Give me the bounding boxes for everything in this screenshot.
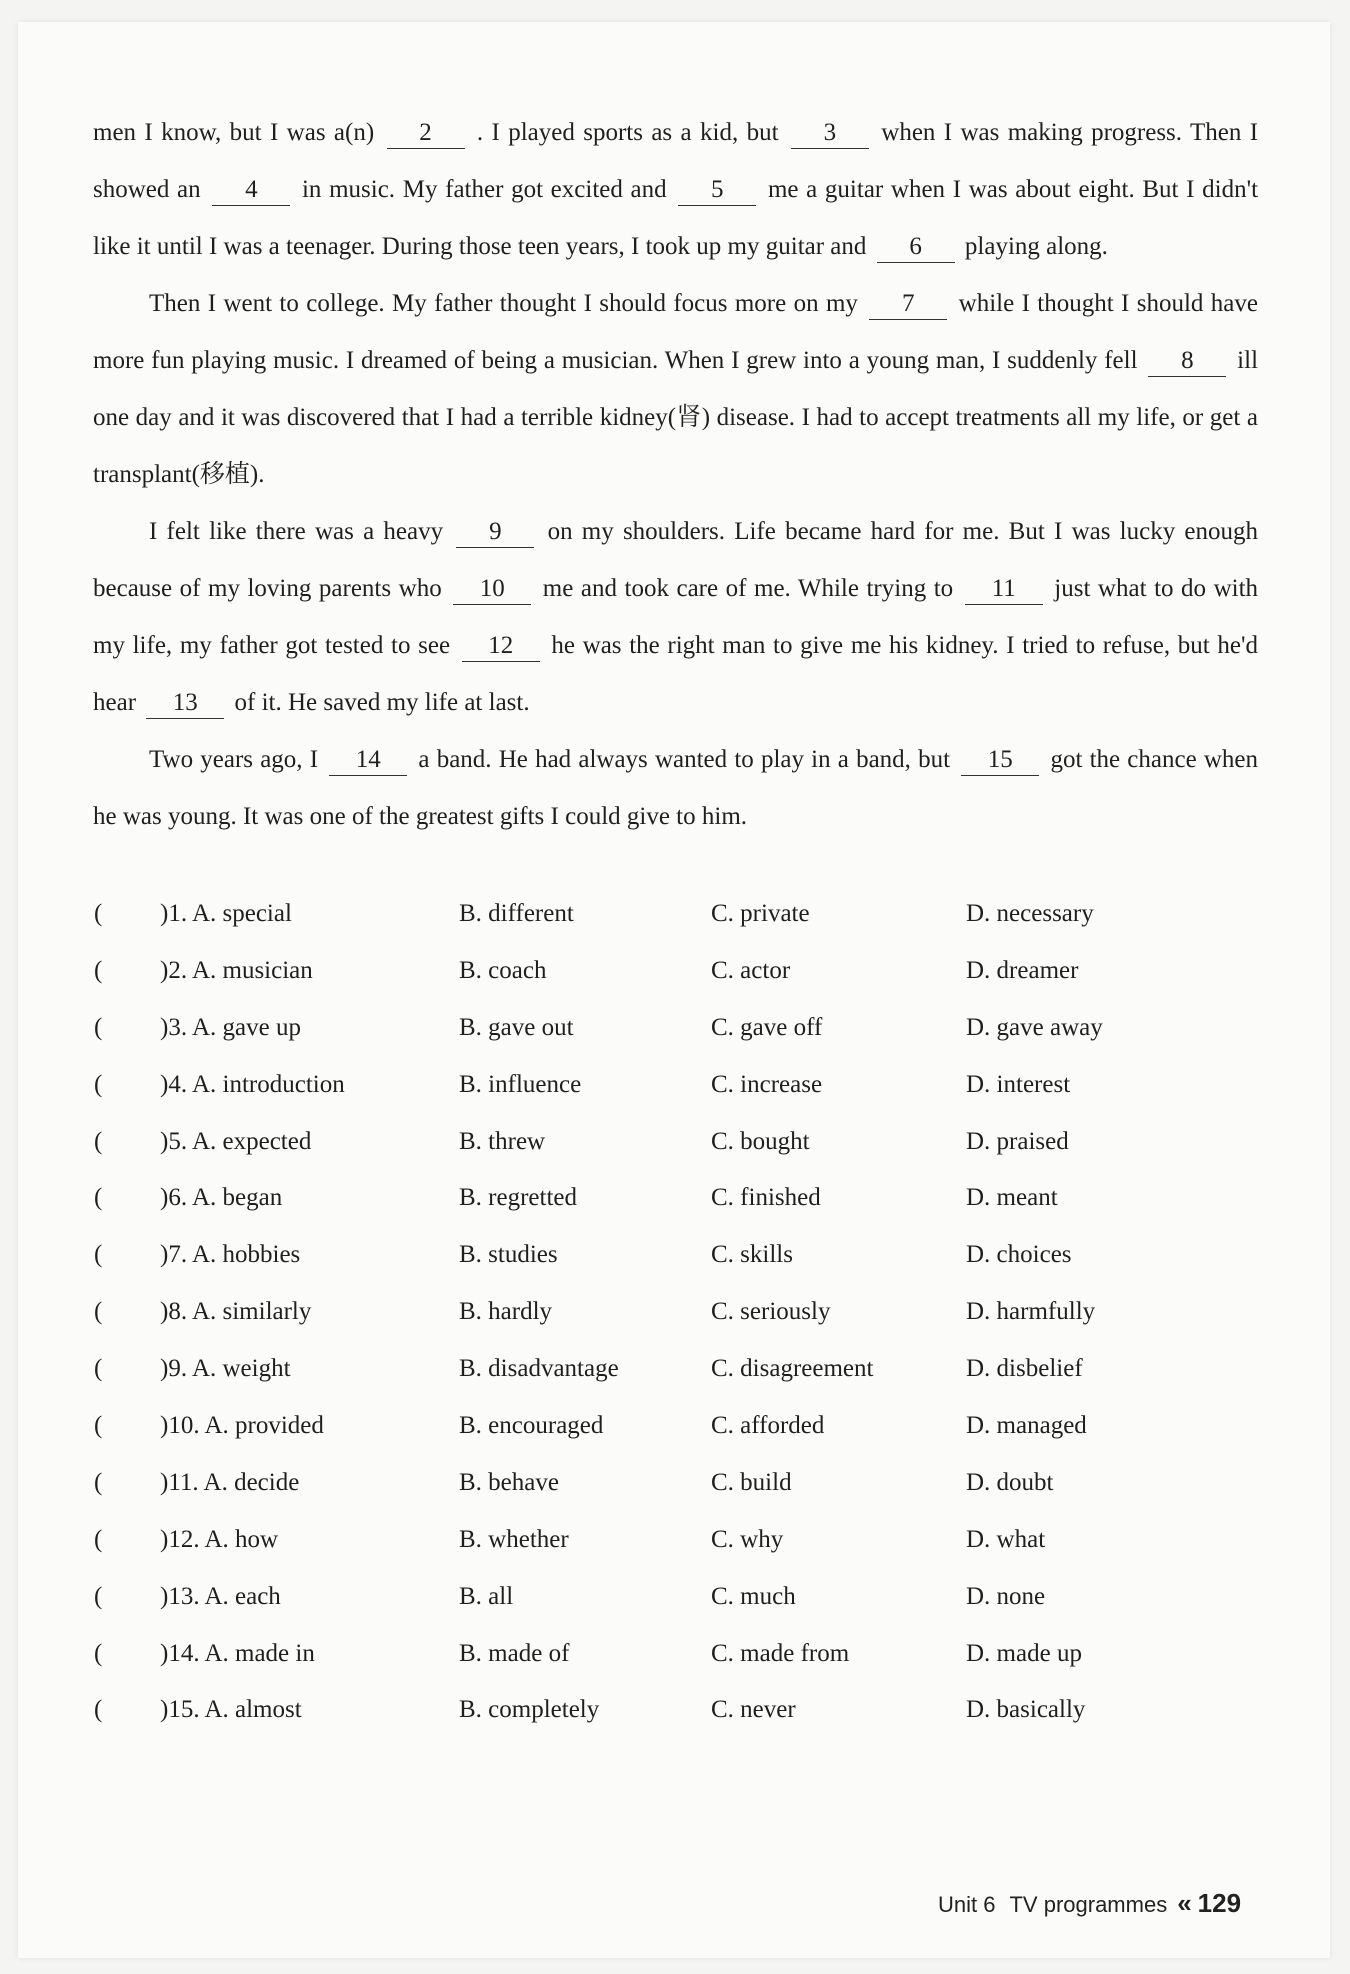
text: men I know, but I was a(n) <box>93 119 375 146</box>
option-c: C. never <box>711 1696 796 1724</box>
option-c: C. afforded <box>711 1412 825 1440</box>
blank-14: 14 <box>329 745 407 776</box>
option-c: C. much <box>711 1582 796 1610</box>
option-a: )11. A. decide <box>160 1468 300 1496</box>
answer-bracket: ( <box>94 1696 103 1724</box>
option-b: B. disadvantage <box>459 1355 619 1383</box>
option-a: )12. A. how <box>160 1525 279 1553</box>
question-row <box>94 1184 1259 1241</box>
option-a: )15. A. almost <box>160 1696 302 1724</box>
option-b: B. hardly <box>459 1298 553 1326</box>
option-d: D. what <box>966 1525 1046 1553</box>
answer-bracket: ( <box>94 1468 103 1496</box>
option-b: B. completely <box>459 1696 600 1724</box>
paragraph-3 <box>93 503 1258 731</box>
blank-13: 13 <box>146 688 224 719</box>
blank-4: 4 <box>212 175 290 206</box>
answer-bracket: ( <box>94 1070 103 1098</box>
question-row <box>94 1696 1259 1753</box>
option-c: C. bought <box>711 1127 810 1155</box>
option-b: B. threw <box>459 1127 546 1155</box>
text: in music. My father got excited and <box>301 176 667 203</box>
unit-title: TV programmes <box>1009 1892 1168 1917</box>
question-row <box>94 1298 1259 1355</box>
option-b: B. studies <box>459 1241 558 1269</box>
option-b: B. encouraged <box>459 1412 604 1440</box>
question-row <box>94 1412 1259 1469</box>
option-c: C. actor <box>711 956 791 984</box>
option-b: B. behave <box>459 1468 559 1496</box>
option-b: B. influence <box>459 1070 582 1098</box>
option-a: )1. A. special <box>160 900 292 927</box>
option-c: C. seriously <box>711 1298 831 1326</box>
option-a: )8. A. similarly <box>160 1298 312 1326</box>
text: just what to do with my life, my father got tested to see <box>93 575 1259 659</box>
blank-8: 8 <box>1148 346 1226 377</box>
text: on my shoulders. Life became hard for me. But I was lucky enough because of my loving parents who <box>93 518 1259 602</box>
option-b: B. gave out <box>459 1013 574 1041</box>
question-row <box>94 1583 1259 1640</box>
option-a: )2. A. musician <box>160 956 313 984</box>
option-a: )14. A. made in <box>160 1639 315 1667</box>
unit-label: Unit 6 <box>938 1892 996 1917</box>
text: while I thought I should have more fun playing music. I dreamed of being a musician. When I grew into a young man, I suddenly fell <box>93 290 1258 374</box>
option-d: D. choices <box>966 1241 1072 1269</box>
paragraph-2 <box>93 275 1258 503</box>
answer-bracket: ( <box>94 1412 103 1440</box>
blank-7: 7 <box>869 289 947 320</box>
option-b: B. regretted <box>459 1184 578 1212</box>
answer-bracket: ( <box>94 1298 103 1326</box>
question-row <box>94 1128 1259 1185</box>
option-b: B. all <box>459 1582 514 1610</box>
blank-11: 11 <box>965 574 1043 605</box>
option-d: D. gave away <box>966 1013 1103 1041</box>
double-chevron-left-icon: « <box>1177 1888 1192 1918</box>
text: Two years ago, I <box>149 746 319 773</box>
option-d: D. harmfully <box>966 1298 1096 1326</box>
option-d: D. praised <box>966 1127 1069 1155</box>
answer-bracket: ( <box>94 1127 103 1155</box>
blank-6: 6 <box>877 232 955 263</box>
question-row <box>94 1640 1259 1697</box>
option-a: )6. A. began <box>160 1184 283 1212</box>
text: he was the right man to give me his kidney. I tried to refuse, but he'd hear <box>93 632 1259 716</box>
workbook-page <box>18 22 1330 1958</box>
option-a: )10. A. provided <box>160 1412 324 1440</box>
answer-options <box>94 900 1259 1753</box>
option-c: C. increase <box>711 1070 823 1098</box>
question-row <box>94 1355 1259 1412</box>
question-row <box>94 1469 1259 1526</box>
question-row <box>94 1241 1259 1298</box>
option-d: D. managed <box>966 1412 1087 1440</box>
option-c: C. gave off <box>711 1013 823 1041</box>
option-a: )9. A. weight <box>160 1355 291 1383</box>
text: a band. He had always wanted to play in a band, but <box>418 746 951 773</box>
option-c: C. disagreement <box>711 1355 874 1383</box>
text: I felt like there was a heavy <box>149 518 444 545</box>
answer-bracket: ( <box>94 1639 103 1667</box>
option-b: B. whether <box>459 1525 569 1553</box>
text: ill one day and it was discovered that I had a terrible kidney(肾) disease. I had to accept treatments all my life, or get a transplant(移植). <box>93 347 1259 488</box>
blank-5: 5 <box>678 175 756 206</box>
answer-bracket: ( <box>94 1525 103 1553</box>
option-a: )4. A. introduction <box>160 1070 345 1098</box>
answer-bracket: ( <box>94 1582 103 1610</box>
option-a: )3. A. gave up <box>160 1013 301 1041</box>
option-a: )5. A. expected <box>160 1127 312 1155</box>
text: got the chance when he was young. It was one of the greatest gifts I could give to him. <box>93 746 1259 830</box>
option-c: C. skills <box>711 1241 793 1269</box>
option-c: C. made from <box>711 1639 850 1667</box>
option-a: )7. A. hobbies <box>160 1241 301 1269</box>
option-d: D. made up <box>966 1639 1082 1667</box>
option-b: B. coach <box>459 956 547 984</box>
text: . I played sports as a kid, but <box>476 119 779 146</box>
text: playing along. <box>964 233 1108 260</box>
question-row <box>94 1014 1259 1071</box>
answer-bracket: ( <box>94 900 103 927</box>
option-d: D. interest <box>966 1070 1071 1098</box>
answer-bracket: ( <box>94 956 103 984</box>
option-d: D. dreamer <box>966 956 1079 984</box>
option-d: D. basically <box>966 1696 1086 1724</box>
option-d: D. doubt <box>966 1468 1054 1496</box>
answer-bracket: ( <box>94 1013 103 1041</box>
option-c: C. private <box>711 900 810 927</box>
option-c: C. why <box>711 1525 784 1553</box>
option-d: D. meant <box>966 1184 1058 1212</box>
question-row <box>94 1071 1259 1128</box>
text: when I was making progress. Then I showed an <box>93 119 1259 203</box>
question-row <box>94 1526 1259 1583</box>
option-b: B. different <box>459 900 574 927</box>
cloze-passage <box>93 104 1258 845</box>
option-c: C. finished <box>711 1184 821 1212</box>
option-b: B. made of <box>459 1639 570 1667</box>
blank-12: 12 <box>462 631 540 662</box>
text: me and took care of me. While trying to <box>542 575 954 602</box>
blank-15: 15 <box>961 745 1039 776</box>
option-c: C. build <box>711 1468 792 1496</box>
text: Then I went to college. My father thought I should focus more on my <box>149 290 858 317</box>
option-a: )13. A. each <box>160 1582 281 1610</box>
page-footer <box>938 1888 1241 1919</box>
text: me a guitar when I was about eight. But I didn't like it until I was a teenager. During those teen years, I took up my guitar and <box>93 176 1259 260</box>
blank-10: 10 <box>453 574 531 605</box>
answer-bracket: ( <box>94 1184 103 1212</box>
paragraph-4 <box>93 731 1258 845</box>
blank-3: 3 <box>791 118 869 149</box>
answer-bracket: ( <box>94 1355 103 1383</box>
option-d: D. none <box>966 1582 1046 1610</box>
option-d: D. disbelief <box>966 1355 1083 1383</box>
page-number: 129 <box>1197 1888 1242 1918</box>
answer-bracket: ( <box>94 1241 103 1269</box>
option-d: D. necessary <box>966 900 1094 927</box>
paragraph-1 <box>93 104 1258 275</box>
question-row <box>94 957 1259 1014</box>
text: of it. He saved my life at last. <box>234 689 530 716</box>
blank-9: 9 <box>456 517 534 548</box>
question-row <box>94 900 1259 957</box>
blank-2: 2 <box>387 118 465 149</box>
